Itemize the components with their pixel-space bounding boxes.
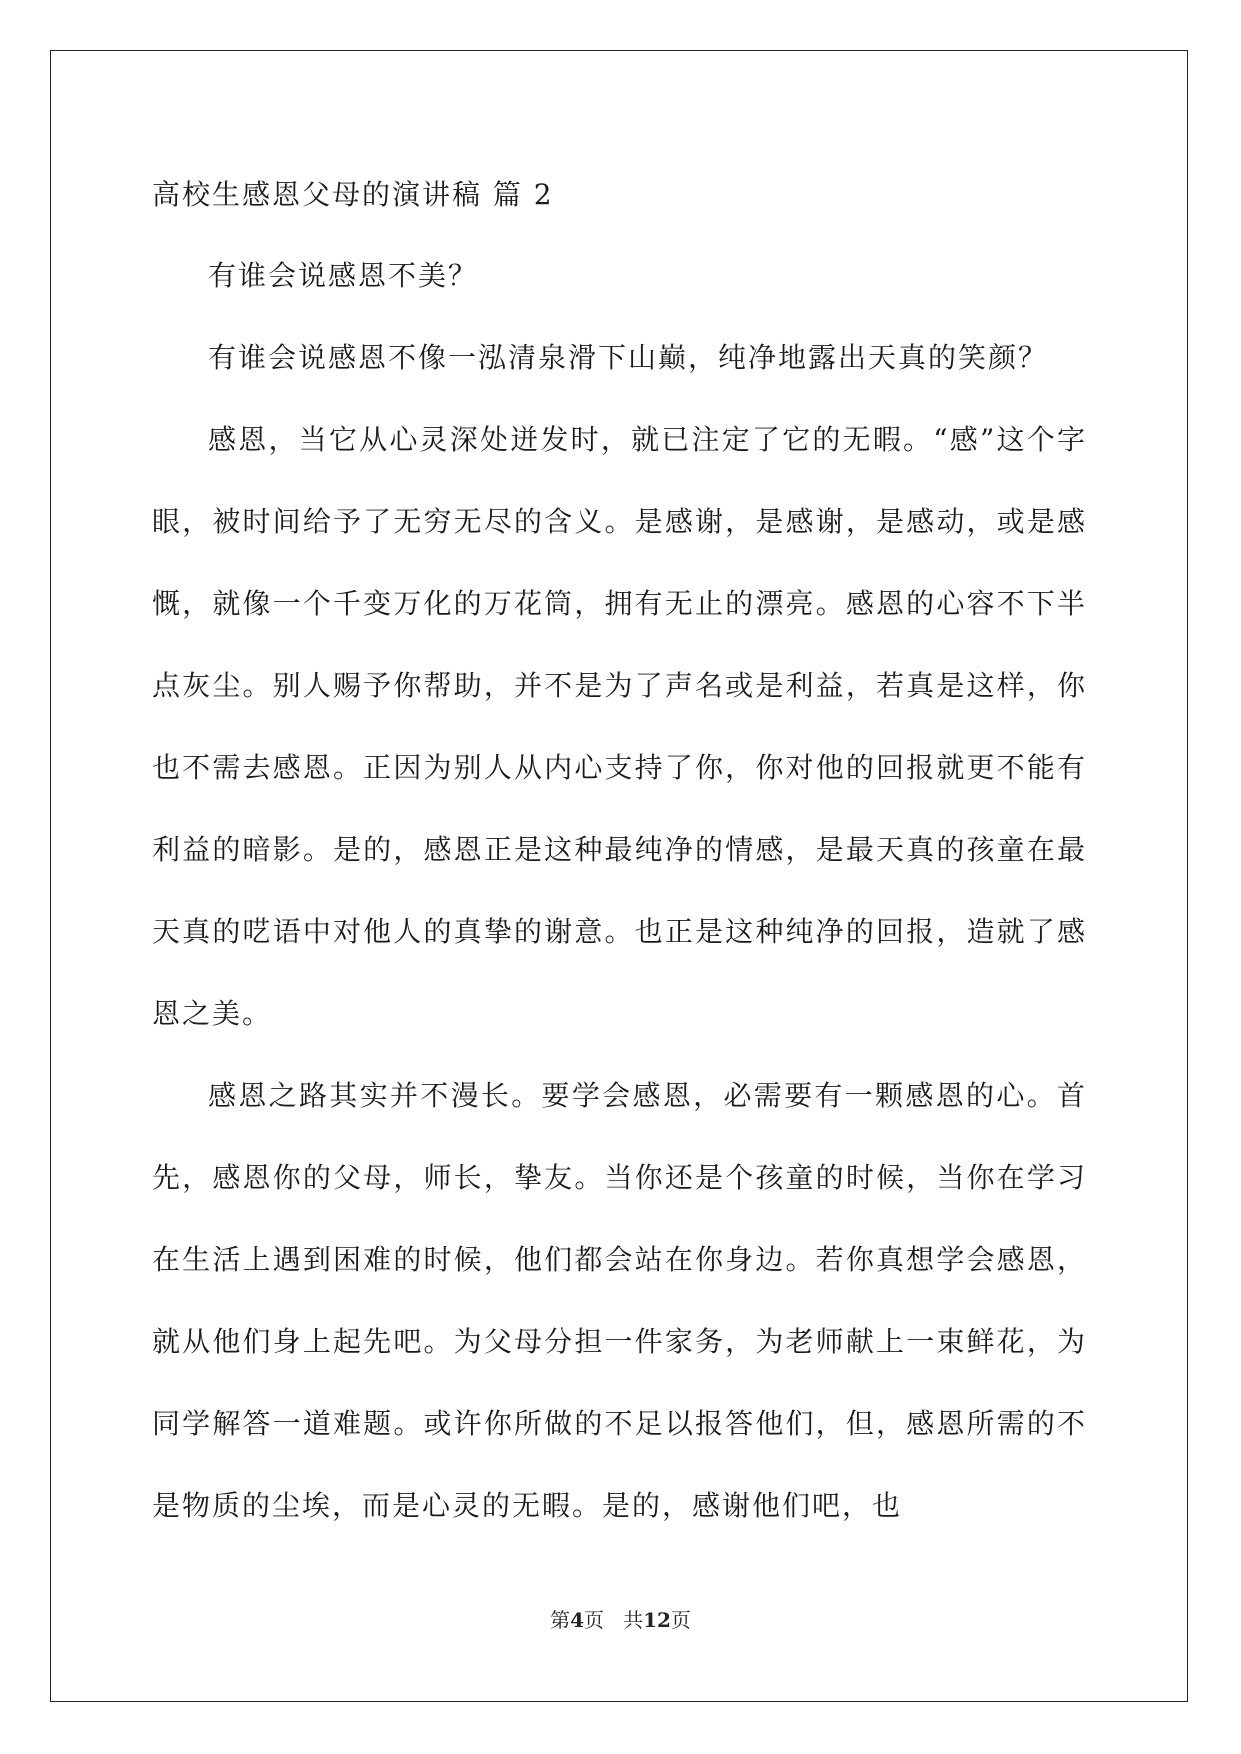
document-title: 高校生感恩父母的演讲稿 篇 2 bbox=[152, 178, 554, 211]
page-number: 4 bbox=[570, 1608, 584, 1632]
page-prefix: 第 bbox=[550, 1608, 571, 1632]
document-body bbox=[152, 165, 1087, 1547]
paragraph-3: 感恩，当它从心灵深处迸发时，就已注定了它的无暇。“感”这个字眼，被时间给予了无穷无尽的含义。是感谢，是感谢，是感动，或是感慨，就像一个千变万化的万花筒，拥有无止的漂亮。感恩的心容不下半点灰尘。别人赐予你帮助，并不是为了声名或是利益，若真是这样，你也不需去感恩。正因为别人从内心支持了你，你对他的回报就更不能有利益的暗影。是的，感恩正是这种最纯净的情感，是最天真的孩童在最天真的呓语中对他人的真挚的谢意。也正是这种纯净的回报，造就了感恩之美。 bbox=[152, 423, 1087, 1030]
paragraph-2: 有谁会说感恩不像一泓清泉滑下山巅，纯净地露出天真的笑颜？ bbox=[208, 341, 1049, 374]
page-suffix: 页 bbox=[584, 1608, 604, 1632]
paragraph-4: 感恩之路其实并不漫长。要学会感恩，必需要有一颗感恩的心。首先，感恩你的父母，师长，挚友。当你还是个孩童的时候，当你在学习在生活上遇到困难的时候，他们都会站在你身边。若你真想学会感恩，就从他们身上起先吧。为父母分担一件家务，为老师献上一束鲜花，为同学解答一道难题。或许你所做的不足以报答他们，但，感恩所需的不是物质的尘埃，而是心灵的无暇。是的，感谢他们吧，也 bbox=[152, 1079, 1087, 1522]
page-footer bbox=[0, 1604, 1241, 1633]
total-prefix: 共 bbox=[623, 1608, 644, 1632]
paragraph-1: 有谁会说感恩不美？ bbox=[208, 259, 479, 292]
total-pages: 12 bbox=[643, 1608, 671, 1632]
total-suffix: 页 bbox=[670, 1608, 691, 1632]
